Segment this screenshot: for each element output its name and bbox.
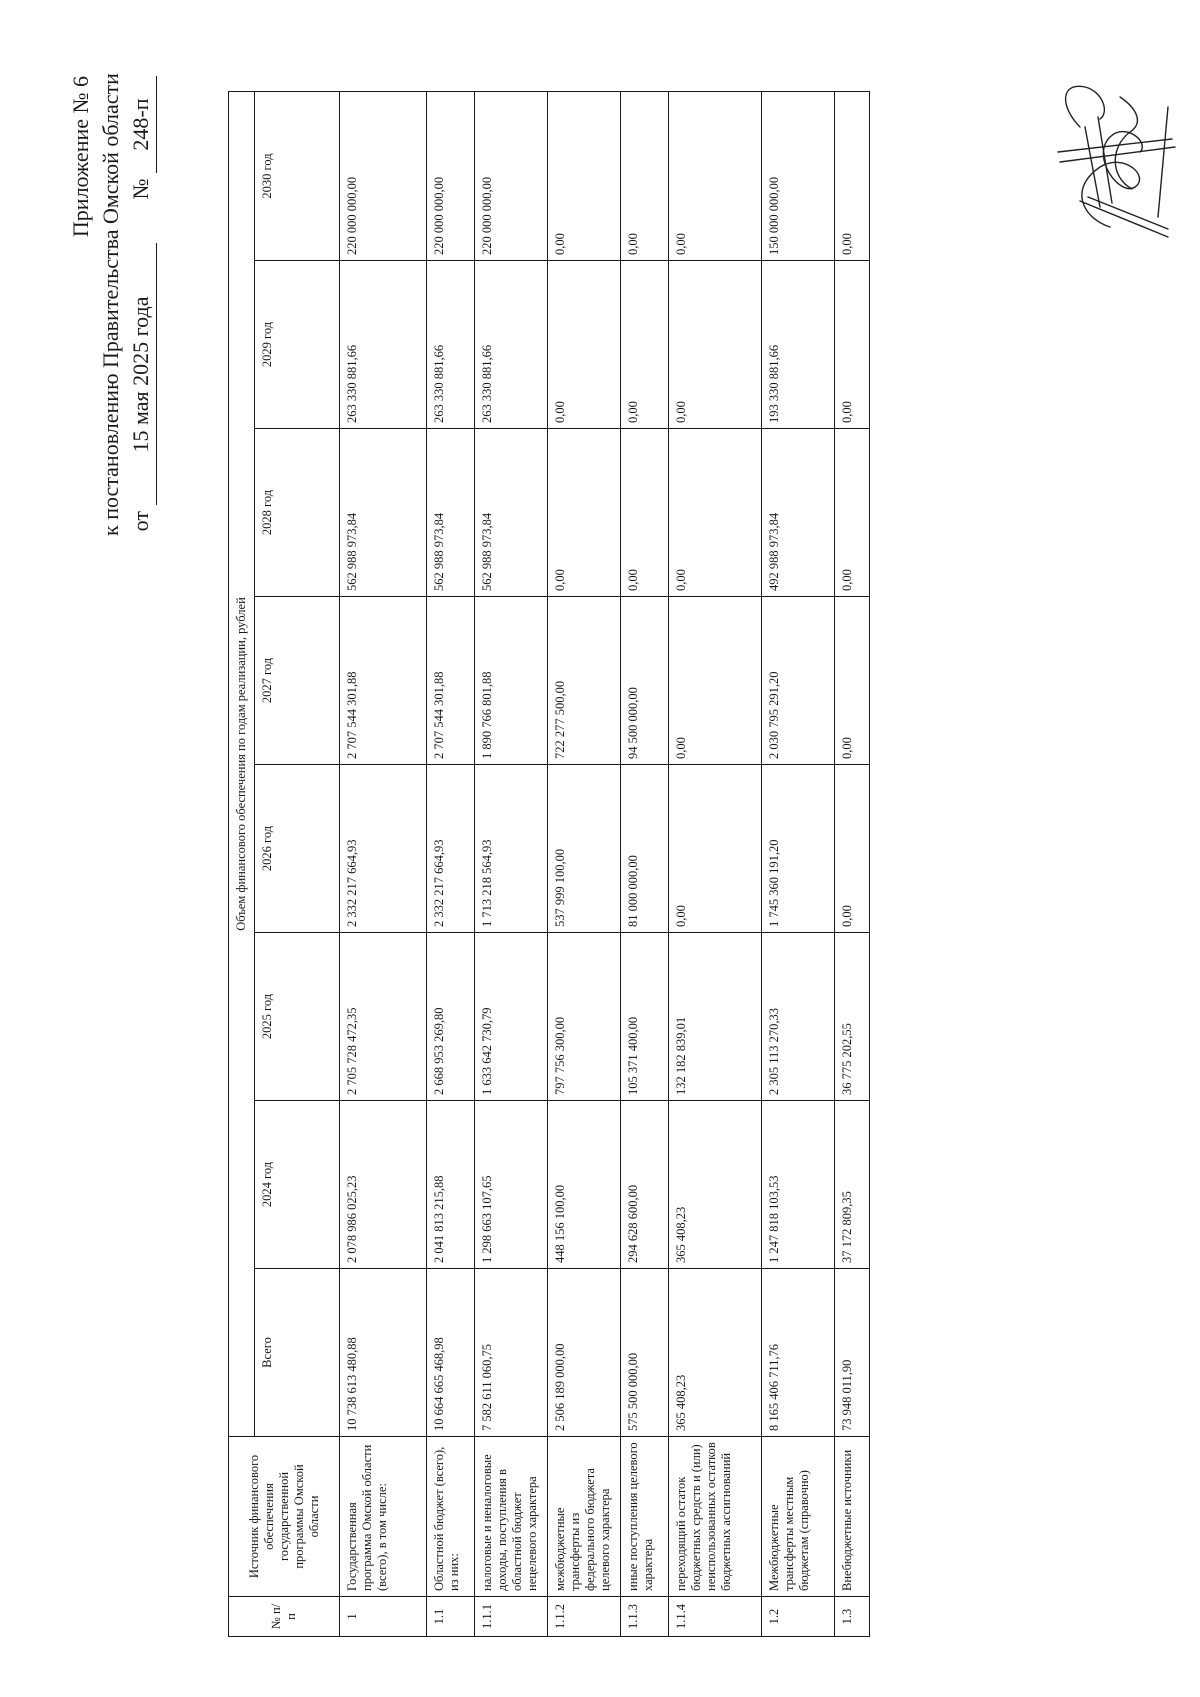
- row-source-name: налоговые и неналоговые доходы, поступления в областной бюджет нецелевого характера: [475, 1437, 548, 1597]
- appendix-number: Приложение № 6: [68, 76, 93, 238]
- cell-2029: 263 330 881,66: [427, 261, 475, 429]
- cell-total: 365 408,23: [669, 1269, 762, 1437]
- table-row: [762, 91, 835, 1636]
- cell-2027: 2 707 544 301,88: [340, 597, 427, 765]
- col-number-header: № п/п: [229, 1597, 340, 1637]
- col-year-2027: 2027 год: [255, 597, 340, 765]
- cell-2030: 0,00: [621, 91, 669, 260]
- cell-2030: 150 000 000,00: [762, 91, 835, 260]
- col-year-2028: 2028 год: [255, 429, 340, 597]
- row-source-name: межбюджетные трансферты из федерального бюджета целевого характера: [548, 1437, 621, 1597]
- cell-2027: 0,00: [835, 597, 870, 765]
- cell-2028: 492 988 973,84: [762, 429, 835, 597]
- cell-2030: 0,00: [835, 91, 870, 260]
- cell-2025: 1 633 642 730,79: [475, 933, 548, 1101]
- cell-2025: 36 775 202,55: [835, 933, 870, 1101]
- cell-2030: 0,00: [669, 91, 762, 260]
- cell-2029: 0,00: [621, 261, 669, 429]
- row-number: 1.1.2: [548, 1597, 621, 1637]
- cell-2024: 2 041 813 215,88: [427, 1101, 475, 1269]
- cell-2024: 2 078 986 025,23: [340, 1101, 427, 1269]
- cell-total: 10 664 665 468,98: [427, 1269, 475, 1437]
- cell-2025: 2 305 113 270,33: [762, 933, 835, 1101]
- cell-2028: 562 988 973,84: [340, 429, 427, 597]
- cell-2030: 220 000 000,00: [475, 91, 548, 260]
- row-source-name: Межбюджетные трансферты местным бюджетам (справочно): [762, 1437, 835, 1597]
- cell-2028: 0,00: [548, 429, 621, 597]
- cell-total: 2 506 189 000,00: [548, 1269, 621, 1437]
- cell-2029: 263 330 881,66: [475, 261, 548, 429]
- cell-2025: 132 182 839,01: [669, 933, 762, 1101]
- cell-2026: 1 713 218 564,93: [475, 765, 548, 933]
- cell-2024: 294 628 600,00: [621, 1101, 669, 1269]
- cell-total: 8 165 406 711,76: [762, 1269, 835, 1437]
- row-number: 1.1.1: [475, 1597, 548, 1637]
- col-year-2030: 2030 год: [255, 91, 340, 260]
- cell-2026: 0,00: [669, 765, 762, 933]
- cell-2028: 0,00: [669, 429, 762, 597]
- cell-2026: 2 332 217 664,93: [427, 765, 475, 933]
- row-number: 1.1.4: [669, 1597, 762, 1637]
- cell-2027: 0,00: [669, 597, 762, 765]
- cell-2027: 1 890 766 801,88: [475, 597, 548, 765]
- table-row: [340, 91, 427, 1636]
- cell-2026: 2 332 217 664,93: [340, 765, 427, 933]
- signature-icon: [1040, 77, 1180, 247]
- table-row: [427, 91, 475, 1636]
- cell-2025: 105 371 400,00: [621, 933, 669, 1101]
- appendix-date-number-line: [126, 76, 157, 536]
- cell-2029: 263 330 881,66: [340, 261, 427, 429]
- cell-2028: 562 988 973,84: [427, 429, 475, 597]
- cell-2026: 537 999 100,00: [548, 765, 621, 933]
- cell-2030: 220 000 000,00: [427, 91, 475, 260]
- cell-total: 10 738 613 480,88: [340, 1269, 427, 1437]
- col-group-header: Объем финансового обеспечения по годам реализации, рублей: [229, 91, 255, 1436]
- financing-table: [228, 91, 870, 1637]
- row-source-name: Внебюджетные источники: [835, 1437, 870, 1597]
- cell-2029: 193 330 881,66: [762, 261, 835, 429]
- date-prefix: от: [128, 511, 153, 532]
- col-year-2025: 2025 год: [255, 933, 340, 1101]
- row-number: 1.2: [762, 1597, 835, 1637]
- cell-2028: 562 988 973,84: [475, 429, 548, 597]
- row-number: 1: [340, 1597, 427, 1637]
- cell-2029: 0,00: [835, 261, 870, 429]
- resolution-date: 15 мая 2025 года: [126, 244, 157, 506]
- cell-2029: 0,00: [669, 261, 762, 429]
- row-source-name: Областной бюджет (всего), из них:: [427, 1437, 475, 1597]
- col-total-header: Всего: [255, 1269, 340, 1437]
- col-source-header: Источник финансового обеспечения государственной программы Омской области: [229, 1437, 340, 1597]
- table-row: [621, 91, 669, 1636]
- cell-2025: 2 705 728 472,35: [340, 933, 427, 1101]
- cell-total: 575 500 000,00: [621, 1269, 669, 1437]
- cell-2028: 0,00: [621, 429, 669, 597]
- cell-2027: 722 277 500,00: [548, 597, 621, 765]
- table-row: [669, 91, 762, 1636]
- number-prefix: №: [128, 178, 153, 200]
- col-year-2029: 2029 год: [255, 261, 340, 429]
- cell-2025: 797 756 300,00: [548, 933, 621, 1101]
- table-row: [475, 91, 548, 1636]
- row-source-name: иные поступления целевого характера: [621, 1437, 669, 1597]
- cell-2024: 1 247 818 103,53: [762, 1101, 835, 1269]
- appendix-resolution-ref: к постановлению Правительства Омской области: [98, 73, 123, 536]
- cell-2026: 1 745 360 191,20: [762, 765, 835, 933]
- cell-2027: 94 500 000,00: [621, 597, 669, 765]
- row-number: 1.1: [427, 1597, 475, 1637]
- col-year-2024: 2024 год: [255, 1101, 340, 1269]
- cell-2024: 37 172 809,35: [835, 1101, 870, 1269]
- cell-2027: 2 030 795 291,20: [762, 597, 835, 765]
- cell-2030: 0,00: [548, 91, 621, 260]
- cell-2025: 2 668 953 269,80: [427, 933, 475, 1101]
- cell-2024: 1 298 663 107,65: [475, 1101, 548, 1269]
- cell-2024: 448 156 100,00: [548, 1101, 621, 1269]
- cell-total: 73 948 011,90: [835, 1269, 870, 1437]
- table-row: [548, 91, 621, 1636]
- cell-2029: 0,00: [548, 261, 621, 429]
- cell-2024: 365 408,23: [669, 1101, 762, 1269]
- table-row: [835, 91, 870, 1636]
- cell-2027: 2 707 544 301,88: [427, 597, 475, 765]
- row-number: 1.1.3: [621, 1597, 669, 1637]
- row-source-name: переходящий остаток бюджетных средств и (или) неиспользованных остатков бюджетных ассигнований: [669, 1437, 762, 1597]
- resolution-number: 248-п: [126, 76, 157, 173]
- row-number: 1.3: [835, 1597, 870, 1637]
- cell-2030: 220 000 000,00: [340, 91, 427, 260]
- cell-total: 7 582 611 060,75: [475, 1269, 548, 1437]
- cell-2026: 81 000 000,00: [621, 765, 669, 933]
- row-source-name: Государственная программа Омской области (всего), в том числе:: [340, 1437, 427, 1597]
- appendix-header: [66, 73, 157, 536]
- col-year-2026: 2026 год: [255, 765, 340, 933]
- cell-2026: 0,00: [835, 765, 870, 933]
- cell-2028: 0,00: [835, 429, 870, 597]
